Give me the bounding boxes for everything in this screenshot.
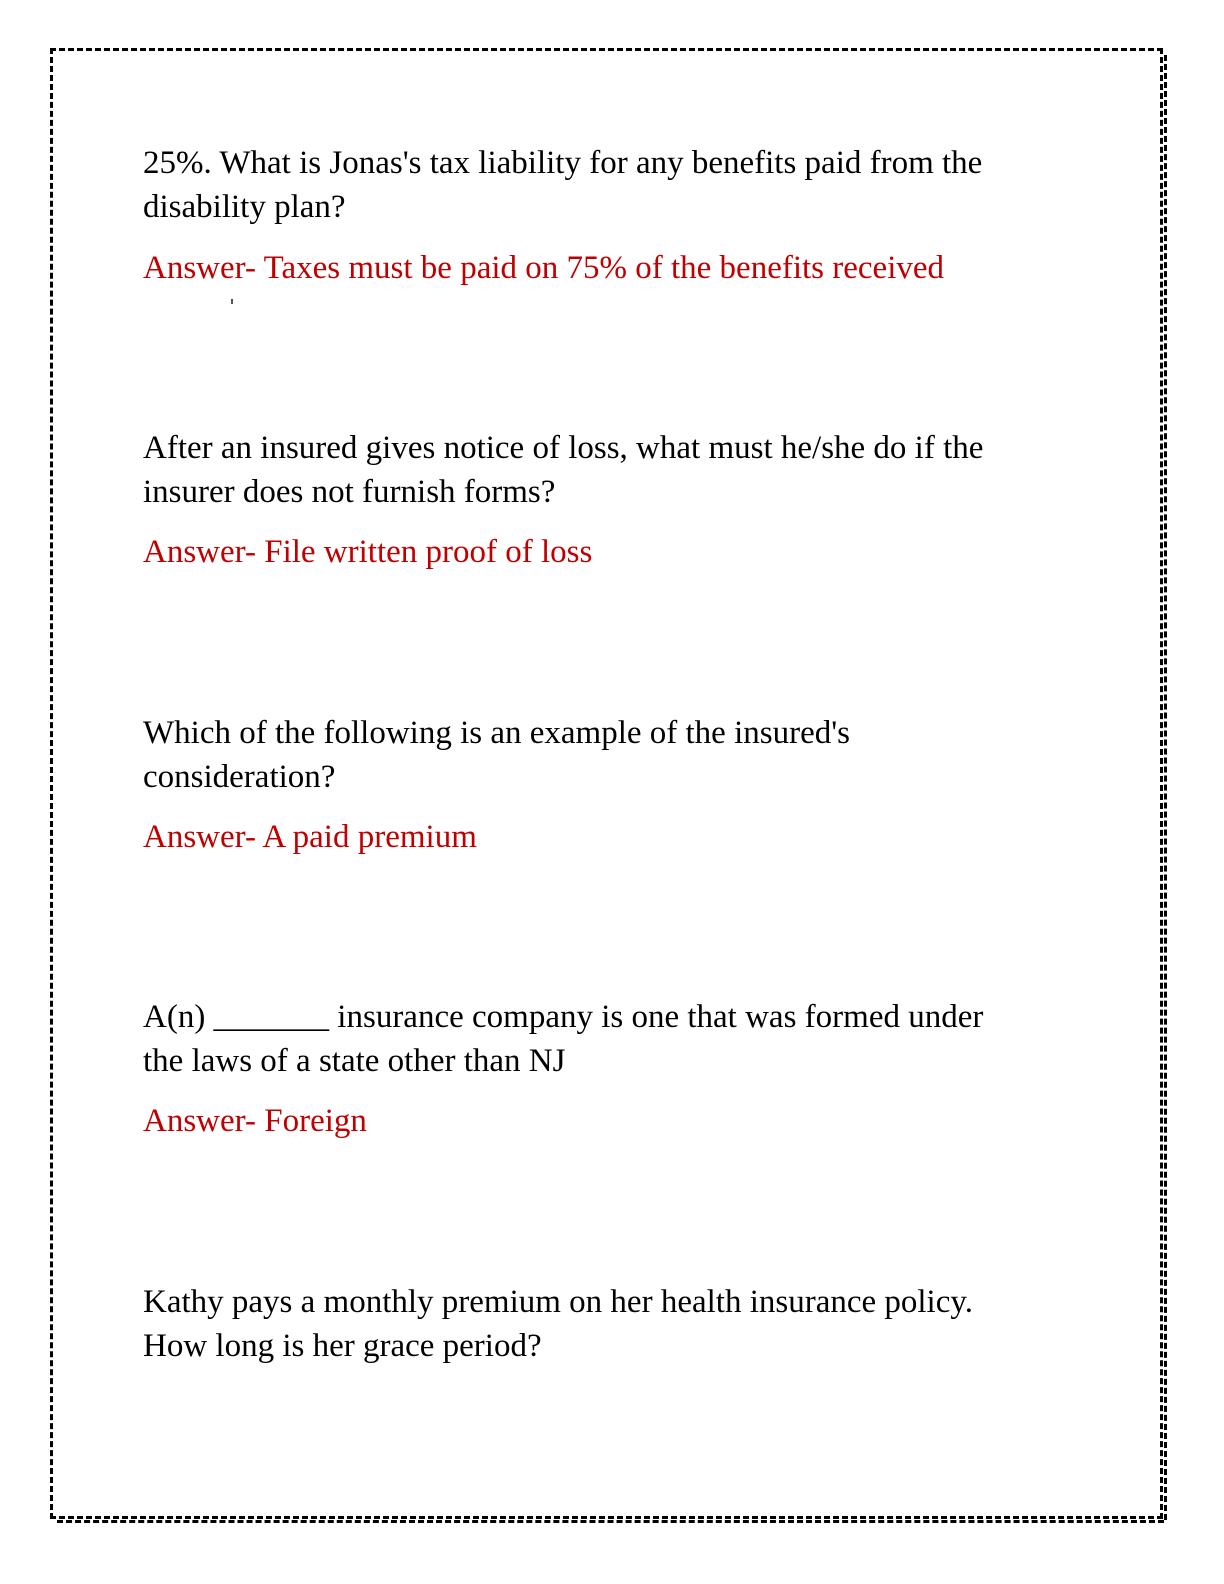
question-1-line-1: 25%. What is Jonas's tax liability for any benefits paid from the: [143, 145, 983, 181]
question-5-line-1: Kathy pays a monthly premium on her health insurance policy.: [143, 1284, 973, 1320]
answer-2: Answer- File written proof of loss: [143, 534, 593, 570]
answer-1: Answer- Taxes must be paid on 75% of the benefits received: [143, 250, 945, 286]
question-4-line-1: A(n) _______ insurance company is one that was formed under: [143, 999, 984, 1035]
question-3-line-1: Which of the following is an example of the insured's: [143, 715, 851, 751]
question-5-line-2: How long is her grace period?: [143, 1328, 542, 1364]
answer-3: Answer- A paid premium: [143, 819, 477, 855]
question-5: [143, 1280, 1083, 1368]
question-4: [143, 995, 1083, 1083]
question-2-line-1: After an insured gives notice of loss, what must he/she do if the: [143, 430, 984, 466]
question-1-line-2: disability plan?: [143, 189, 346, 225]
stray-mark: [231, 299, 233, 304]
answer-4: Answer- Foreign: [143, 1103, 367, 1139]
question-3-line-2: consideration?: [143, 759, 336, 795]
question-1: [143, 141, 1083, 229]
question-4-line-2: the laws of a state other than NJ: [143, 1043, 566, 1079]
question-2: [143, 426, 1083, 514]
question-3: [143, 711, 1083, 799]
question-2-line-2: insurer does not furnish forms?: [143, 474, 556, 510]
